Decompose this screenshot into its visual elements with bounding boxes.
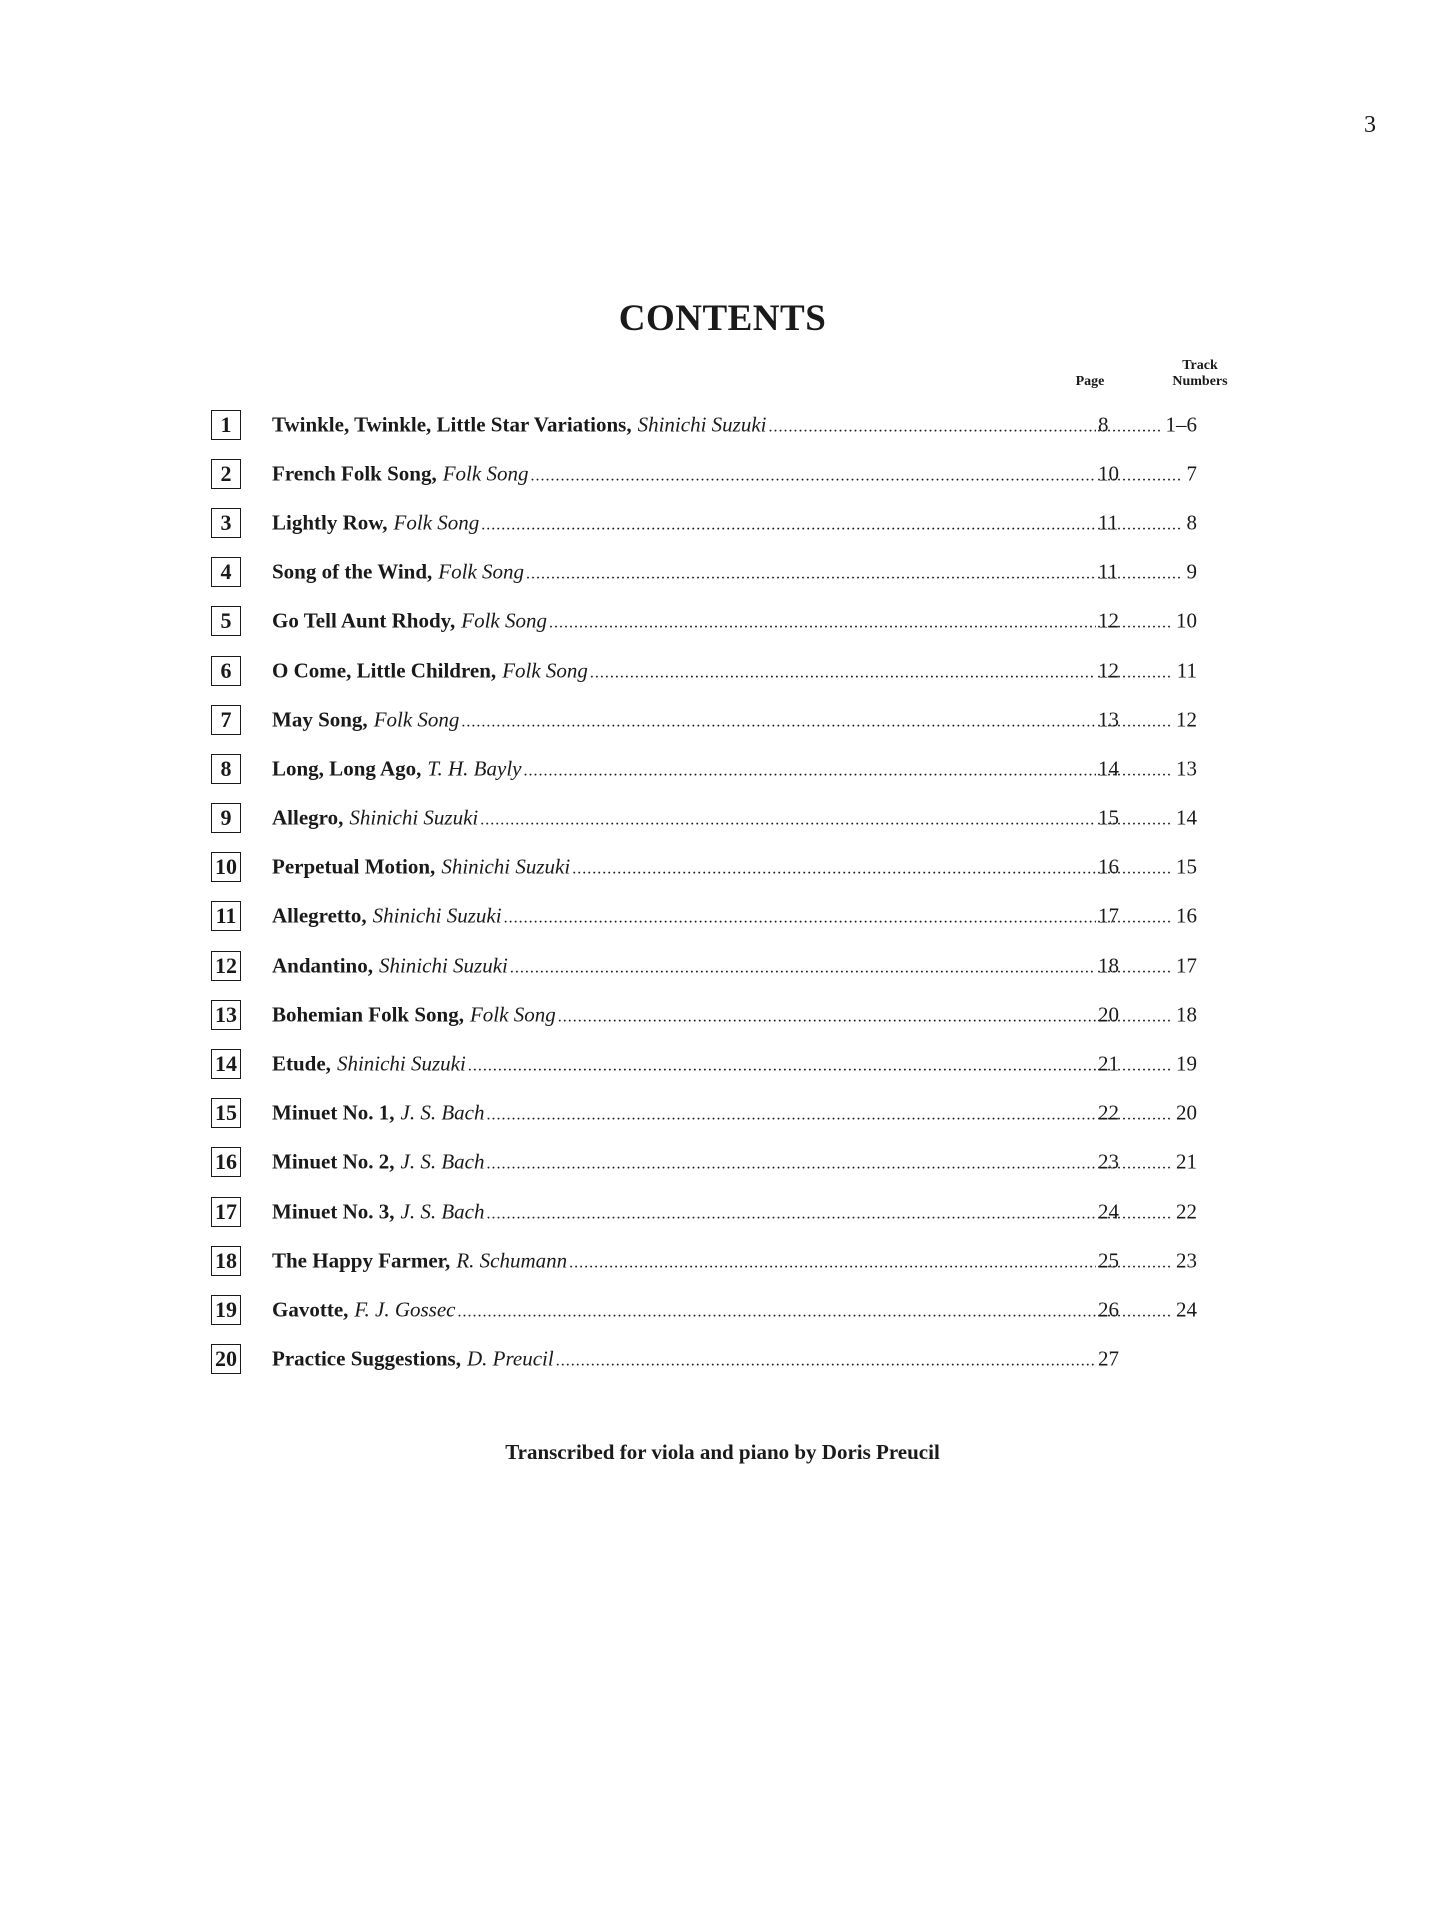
track-header-line1: Track xyxy=(1182,358,1218,373)
entry-composer: J. S. Bach xyxy=(400,1199,485,1224)
contents-entry xyxy=(211,498,1211,547)
entry-number: 2 xyxy=(220,460,232,486)
entry-composer: Shinichi Suzuki xyxy=(441,854,571,879)
dot-leader xyxy=(1097,959,1172,977)
contents-entry xyxy=(211,597,1211,646)
entry-track-cell xyxy=(1097,1248,1197,1273)
entry-line xyxy=(272,412,1128,437)
dot-leader xyxy=(1097,1254,1172,1272)
entry-page: 18 xyxy=(1098,953,1119,978)
entry-title: Etude, xyxy=(272,1051,331,1076)
entry-number: 19 xyxy=(215,1296,237,1322)
entry-track-cell xyxy=(1097,707,1197,732)
entry-number: 11 xyxy=(215,903,237,929)
dot-leader xyxy=(1097,1303,1172,1321)
entry-track-cell xyxy=(1097,1199,1197,1224)
entry-line xyxy=(272,510,1128,535)
dot-leader xyxy=(590,664,1096,682)
entry-number-box xyxy=(211,705,241,735)
entry-page: 12 xyxy=(1098,608,1119,633)
entry-track-cell xyxy=(1097,1297,1197,1322)
dot-leader xyxy=(1097,467,1183,485)
contents-entry xyxy=(211,1335,1211,1384)
entry-page: 22 xyxy=(1098,1100,1119,1125)
entry-number-box xyxy=(211,1197,241,1227)
entry-line xyxy=(272,855,1128,880)
entry-number-box xyxy=(211,1000,241,1030)
entry-track: 19 xyxy=(1176,1051,1197,1076)
entry-line xyxy=(272,904,1128,929)
dot-leader xyxy=(530,467,1096,485)
entry-number: 13 xyxy=(215,1001,237,1027)
entry-title: Minuet No. 3, xyxy=(272,1199,395,1224)
entry-number-box xyxy=(211,803,241,833)
dot-leader xyxy=(480,812,1096,830)
entry-title: Bohemian Folk Song, xyxy=(272,1002,464,1027)
entry-number: 18 xyxy=(215,1247,237,1273)
dot-leader xyxy=(549,615,1096,633)
entry-track-cell xyxy=(1097,609,1197,634)
entry-track-cell xyxy=(1097,1002,1197,1027)
contents-entry xyxy=(211,449,1211,498)
dot-leader xyxy=(458,1303,1097,1321)
dot-leader xyxy=(526,566,1096,584)
entry-title: Song of the Wind, xyxy=(272,559,433,584)
entry-composer: J. S. Bach xyxy=(400,1100,485,1125)
contents-title: CONTENTS xyxy=(618,298,827,339)
entry-number-box xyxy=(211,606,241,636)
entry-track-cell xyxy=(1097,1052,1197,1077)
entry-page: 8 xyxy=(1098,412,1109,437)
entry-title: Twinkle, Twinkle, Little Star Variations, xyxy=(272,412,632,437)
entry-number: 10 xyxy=(215,854,237,880)
entry-line xyxy=(272,1199,1128,1224)
entry-number-box xyxy=(211,1098,241,1128)
entry-title: Minuet No. 2, xyxy=(272,1149,395,1174)
entry-composer: F. J. Gossec xyxy=(354,1297,456,1322)
dot-leader xyxy=(1097,664,1173,682)
entry-number-box xyxy=(211,459,241,489)
entry-composer: Shinichi Suzuki xyxy=(378,953,508,978)
entry-page: 12 xyxy=(1098,658,1119,683)
entry-track: 17 xyxy=(1176,953,1197,978)
dot-leader xyxy=(468,1058,1096,1076)
contents-list xyxy=(211,400,1211,1384)
entry-page: 11 xyxy=(1098,510,1119,535)
entry-number: 17 xyxy=(215,1198,237,1224)
dot-leader xyxy=(1097,566,1183,584)
entry-number: 5 xyxy=(220,608,232,634)
entry-composer: Folk Song xyxy=(502,658,588,683)
contents-entry xyxy=(211,1187,1211,1236)
entry-line xyxy=(272,609,1128,634)
contents-entry xyxy=(211,1138,1211,1187)
dot-leader xyxy=(1097,1205,1172,1223)
entry-track: 21 xyxy=(1176,1149,1197,1174)
entry-number-box xyxy=(211,1246,241,1276)
dot-leader xyxy=(1097,418,1162,436)
entry-number: 7 xyxy=(220,706,232,732)
entry-track: 1–6 xyxy=(1165,412,1197,437)
dot-leader xyxy=(769,418,1097,436)
entry-title: O Come, Little Children, xyxy=(272,658,497,683)
entry-page: 14 xyxy=(1098,756,1119,781)
entry-number-box xyxy=(211,557,241,587)
entry-title: The Happy Farmer, xyxy=(272,1248,451,1273)
entry-composer: T. H. Bayly xyxy=(427,756,522,781)
entry-title: Allegro, xyxy=(272,805,344,830)
dot-leader xyxy=(1097,762,1172,780)
entry-track-cell xyxy=(1097,560,1197,585)
entry-page: 24 xyxy=(1098,1199,1119,1224)
entry-number: 15 xyxy=(215,1100,237,1126)
entry-title: Long, Long Ago, xyxy=(272,756,422,781)
dot-leader xyxy=(1097,910,1172,928)
contents-entry xyxy=(211,843,1211,892)
entry-number: 3 xyxy=(220,509,232,535)
track-header-line2: Numbers xyxy=(1172,374,1228,389)
entry-title: Lightly Row, xyxy=(272,510,388,535)
entry-title: French Folk Song, xyxy=(272,461,437,486)
entry-number-box xyxy=(211,410,241,440)
contents-entry xyxy=(211,744,1211,793)
entry-page: 11 xyxy=(1098,559,1119,584)
entry-page: 21 xyxy=(1098,1051,1119,1076)
entry-title: Practice Suggestions, xyxy=(272,1346,461,1371)
dot-leader xyxy=(504,910,1096,928)
entry-number-box xyxy=(211,951,241,981)
entry-track: 18 xyxy=(1176,1002,1197,1027)
dot-leader xyxy=(1097,713,1172,731)
entry-number: 9 xyxy=(220,805,232,831)
entry-page: 27 xyxy=(1098,1346,1119,1371)
entry-page: 10 xyxy=(1098,461,1119,486)
entry-page: 23 xyxy=(1098,1149,1119,1174)
entry-page: 17 xyxy=(1098,903,1119,928)
contents-entry xyxy=(211,892,1211,941)
entry-track-cell xyxy=(1097,904,1197,929)
entry-composer: Folk Song xyxy=(442,461,529,486)
entry-title: Gavotte, xyxy=(272,1297,349,1322)
dot-leader xyxy=(556,1353,1096,1371)
entry-track-cell xyxy=(1097,855,1197,880)
entry-title: Minuet No. 1, xyxy=(272,1100,395,1125)
entry-number-box xyxy=(211,1049,241,1079)
entry-composer: Folk Song xyxy=(469,1002,556,1027)
entry-composer: J. S. Bach xyxy=(400,1149,485,1174)
entry-line xyxy=(272,560,1128,585)
entry-track: 13 xyxy=(1176,756,1197,781)
contents-entry xyxy=(211,548,1211,597)
entry-number: 12 xyxy=(215,952,237,978)
entry-track-cell xyxy=(1097,658,1197,683)
entry-track: 14 xyxy=(1176,805,1197,830)
dot-leader xyxy=(486,1107,1096,1125)
contents-entry xyxy=(211,1039,1211,1088)
entry-line xyxy=(272,461,1128,486)
entry-line xyxy=(272,1052,1128,1077)
entry-number-box xyxy=(211,901,241,931)
entry-title: Andantino, xyxy=(272,953,373,978)
contents-entry xyxy=(211,941,1211,990)
dot-leader xyxy=(1097,812,1172,830)
entry-track-cell xyxy=(1097,953,1197,978)
entry-number: 20 xyxy=(215,1346,237,1372)
page-number: 3 xyxy=(1364,112,1376,138)
entry-track-cell xyxy=(1097,412,1197,437)
entry-page: 13 xyxy=(1098,707,1119,732)
entry-track-cell xyxy=(1097,1101,1197,1126)
dot-leader xyxy=(1097,615,1172,633)
dot-leader xyxy=(486,1205,1096,1223)
page-column-header: Page xyxy=(1075,374,1105,389)
entry-number-box xyxy=(211,1344,241,1374)
dot-leader xyxy=(1097,1107,1172,1125)
entry-title: Perpetual Motion, xyxy=(272,854,436,879)
entry-page: 15 xyxy=(1098,805,1119,830)
contents-entry xyxy=(211,1089,1211,1138)
entry-line xyxy=(272,806,1128,831)
dot-leader xyxy=(572,861,1096,879)
entry-line xyxy=(272,1347,1128,1372)
entry-composer: Shinichi Suzuki xyxy=(336,1051,466,1076)
entry-line xyxy=(272,1297,1128,1322)
entry-title: May Song, xyxy=(272,707,368,732)
entry-line xyxy=(272,1150,1128,1175)
entry-number-box xyxy=(211,852,241,882)
contents-entry xyxy=(211,646,1211,695)
entry-track: 9 xyxy=(1186,559,1197,584)
contents-entry xyxy=(211,400,1211,449)
contents-entry xyxy=(211,990,1211,1039)
entry-number: 1 xyxy=(220,411,232,437)
dot-leader xyxy=(481,516,1096,534)
entry-number-box xyxy=(211,1295,241,1325)
entry-page: 25 xyxy=(1098,1248,1119,1273)
entry-track-cell xyxy=(1097,756,1197,781)
entry-track-cell xyxy=(1097,461,1197,486)
contents-entry xyxy=(211,1236,1211,1285)
dot-leader xyxy=(523,762,1096,780)
contents-entry xyxy=(211,794,1211,843)
entry-composer: Shinichi Suzuki xyxy=(372,903,502,928)
entry-track: 22 xyxy=(1176,1199,1197,1224)
dot-leader xyxy=(1097,1156,1172,1174)
entry-track-cell xyxy=(1097,510,1197,535)
entry-number: 8 xyxy=(220,755,232,781)
entry-composer: Folk Song xyxy=(373,707,460,732)
entry-title: Go Tell Aunt Rhody, xyxy=(272,608,456,633)
entry-track-cell xyxy=(1097,806,1197,831)
dot-leader xyxy=(461,713,1096,731)
entry-line xyxy=(272,1101,1128,1126)
entry-number: 16 xyxy=(215,1149,237,1175)
entry-title: Allegretto, xyxy=(272,903,367,928)
entry-page: 26 xyxy=(1098,1297,1119,1322)
entry-track: 24 xyxy=(1176,1297,1197,1322)
entry-track: 10 xyxy=(1176,608,1197,633)
entry-track: 23 xyxy=(1176,1248,1197,1273)
entry-track: 8 xyxy=(1186,510,1197,535)
entry-composer: R. Schumann xyxy=(456,1248,568,1273)
entry-line xyxy=(272,1002,1128,1027)
track-numbers-column-header xyxy=(1160,358,1240,390)
entry-composer: Folk Song xyxy=(393,510,480,535)
entry-composer: Shinichi Suzuki xyxy=(349,805,479,830)
entry-number-box xyxy=(211,508,241,538)
entry-composer: Folk Song xyxy=(461,608,547,633)
entry-track: 12 xyxy=(1176,707,1197,732)
entry-composer: Folk Song xyxy=(438,559,525,584)
entry-composer: D. Preucil xyxy=(466,1346,554,1371)
entry-track: 11 xyxy=(1176,658,1197,683)
dot-leader xyxy=(1097,861,1172,879)
entry-number-box xyxy=(211,656,241,686)
transcription-credit: Transcribed for viola and piano by Doris Preucil xyxy=(505,1440,940,1464)
dot-leader xyxy=(510,959,1096,977)
entry-line xyxy=(272,1248,1128,1273)
entry-number-box xyxy=(211,1147,241,1177)
entry-track: 7 xyxy=(1186,461,1197,486)
entry-page: 16 xyxy=(1098,854,1119,879)
entry-track: 20 xyxy=(1176,1100,1197,1125)
entry-number: 14 xyxy=(215,1051,237,1077)
entry-number: 6 xyxy=(220,657,232,683)
dot-leader xyxy=(486,1156,1096,1174)
dot-leader xyxy=(1097,1058,1172,1076)
entry-line xyxy=(272,707,1128,732)
entry-line xyxy=(272,953,1128,978)
entry-track: 15 xyxy=(1176,854,1197,879)
entry-track: 16 xyxy=(1176,903,1197,928)
entry-number: 4 xyxy=(220,559,232,585)
entry-line xyxy=(272,658,1128,683)
entry-composer: Shinichi Suzuki xyxy=(637,412,767,437)
entry-number-box xyxy=(211,754,241,784)
dot-leader xyxy=(569,1254,1096,1272)
dot-leader xyxy=(1097,516,1183,534)
contents-entry xyxy=(211,1285,1211,1334)
dot-leader xyxy=(1097,1008,1172,1026)
entry-track-cell xyxy=(1097,1150,1197,1175)
entry-line xyxy=(272,756,1128,781)
entry-page: 20 xyxy=(1098,1002,1119,1027)
contents-entry xyxy=(211,695,1211,744)
dot-leader xyxy=(558,1008,1096,1026)
